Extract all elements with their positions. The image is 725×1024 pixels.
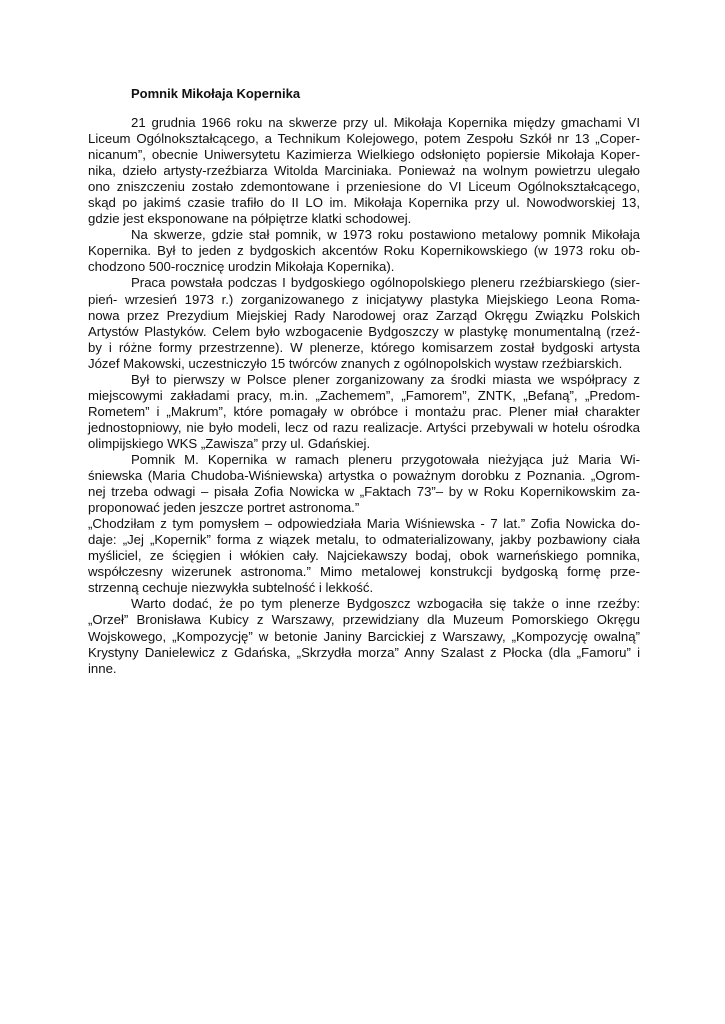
text-line: daje: „Jej „Kopernik” forma z wiązek metalu, to odmaterializowany, jakby pozbawiony ciała <box>88 532 640 548</box>
text-line: 21 grudnia 1966 roku na skwerze przy ul. Mikołaja Kopernika między gmachami VI <box>131 115 640 130</box>
text-line: skąd po jakimś czasie trafiło do II LO im. Mikołaja Kopernika przy ul. Nowodworskiej 13, <box>88 195 640 211</box>
text-line: Wojskowego, „Kompozycję” w betonie Janiny Barcickiej z Warszawy, „Kompozycję owalną” <box>88 628 640 644</box>
text-line: współczesny wizerunek astronoma.” Mimo metalowej konstrukcji bydgoską formę prze- <box>88 564 640 580</box>
text-line: by i różne formy przestrzenne). W plenerze, którego komisarzem został bydgoski artysta <box>88 339 640 355</box>
text-line: olimpijskiego WKS „Zawisza” przy ul. Gdańskiej. <box>88 435 371 451</box>
text-line: Był to pierwszy w Polsce plener zorganizowany za środki miasta we współpracy z <box>131 371 640 387</box>
text-line: nowa przez Prezydium Miejskiej Rady Narodowej oraz Zarząd Okręgu Związku Polskich <box>88 307 640 323</box>
text-line: nej trzeba odwagi – pisała Zofia Nowicka w „Faktach 73”– by w Roku Kopernikowskim za- <box>88 484 640 500</box>
text-line: Pomnik M. Kopernika w ramach pleneru przygotowała nieżyjąca już Maria Wi- <box>131 451 640 467</box>
text-line: śniewska (Maria Chudoba-Wiśniewska) artystka o poważnym dorobku z Poznania. „Ogrom- <box>88 468 640 484</box>
text-line: strzenną cechuje niezwykła subtelność i lekkość. <box>88 580 374 596</box>
text-line: „Orzeł” Bronisława Kubicy z Warszawy, przewidziany dla Muzeum Pomorskiego Okręgu <box>88 612 640 628</box>
text-line: „Chodziłam z tym pomysłem – odpowiedziała Maria Wiśniewska - 7 lat.” Zofia Nowicka do- <box>88 516 640 532</box>
text-line: Praca powstała podczas I bydgoskiego ogólnopolskiego pleneru rzeźbiarskiego (sier- <box>131 275 640 291</box>
text-line: jednostopniowy, nie było modeli, lecz od razu realizacje. Artyści przebywali w hotelu ośrodka <box>88 419 640 435</box>
text-line: Krystyny Danielewicz z Gdańska, „Skrzydła morza” Anny Szalast z Płocka (dla „Famoru” i <box>88 644 640 660</box>
text-line: Józef Makowski, uczestniczyło 15 twórców znanych z ogólnopolskich wystaw rzeźbiarskich. <box>88 355 623 371</box>
text-line: Warto dodać, że po tym plenerze Bydgoszcz wzbogaciła się także o inne rzeźby: <box>131 596 640 612</box>
text-line: pień- wrzesień 1973 r.) zorganizowanego z inicjatywy plastyka Miejskiego Leona Roma- <box>88 291 640 307</box>
text-line: chodzono 500-rocznicę urodzin Mikołaja Kopernika). <box>88 259 395 275</box>
text-line: Kopernika. Był to jeden z bydgoskich akcentów Roku Kopernikowskiego (w 1973 roku ob- <box>88 243 640 259</box>
document-title: Pomnik Mikołaja Kopernika <box>131 86 301 101</box>
text-line: Na skwerze, gdzie stał pomnik, w 1973 roku postawiono metalowy pomnik Mikołaja <box>131 227 640 243</box>
document-body <box>88 115 640 677</box>
text-line: Rometem” i „Makrum”, które pomagały w obróbce i montażu prac. Plener miał charakter <box>88 403 640 419</box>
text-line: nicanum”, obecnie Uniwersytetu Kazimierza Wielkiego odsłonięto popiersie Mikołaja Koper- <box>88 147 640 163</box>
text-line: Liceum Ogólnokształcącego, a Technikum Kolejowego, potem Zespołu Szkół nr 13 „Coper- <box>88 131 640 147</box>
text-line: Artystów Plastyków. Celem było wzbogacenie Bydgoszczy w plastykę monumentalną (rzeź- <box>88 323 640 339</box>
text-line: inne. <box>88 660 117 676</box>
text-line: gdzie jest eksponowane na półpiętrze klatki schodowej. <box>88 211 412 227</box>
text-line: ono zniszczeniu zostało zdemontowane i przeniesione do VI Liceum Ogólnokształcącego, <box>88 179 640 195</box>
text-line: nika, dzieło artysty-rzeźbiarza Witolda Marciniaka. Ponieważ na wolnym powietrzu ulegało <box>88 163 640 179</box>
text-line: proponować jeden jeszcze portret astronoma.” <box>88 500 360 516</box>
text-line: miejscowymi zakładami pracy, m.in. „Zachemem”, „Famorem”, ZNTK, „Befaną”, „Predom- <box>88 387 640 403</box>
text-line: myśliciel, ze ścięgien i włókien cały. Najciekawszy bodaj, obok warneńskiego pomnika, <box>88 548 640 564</box>
